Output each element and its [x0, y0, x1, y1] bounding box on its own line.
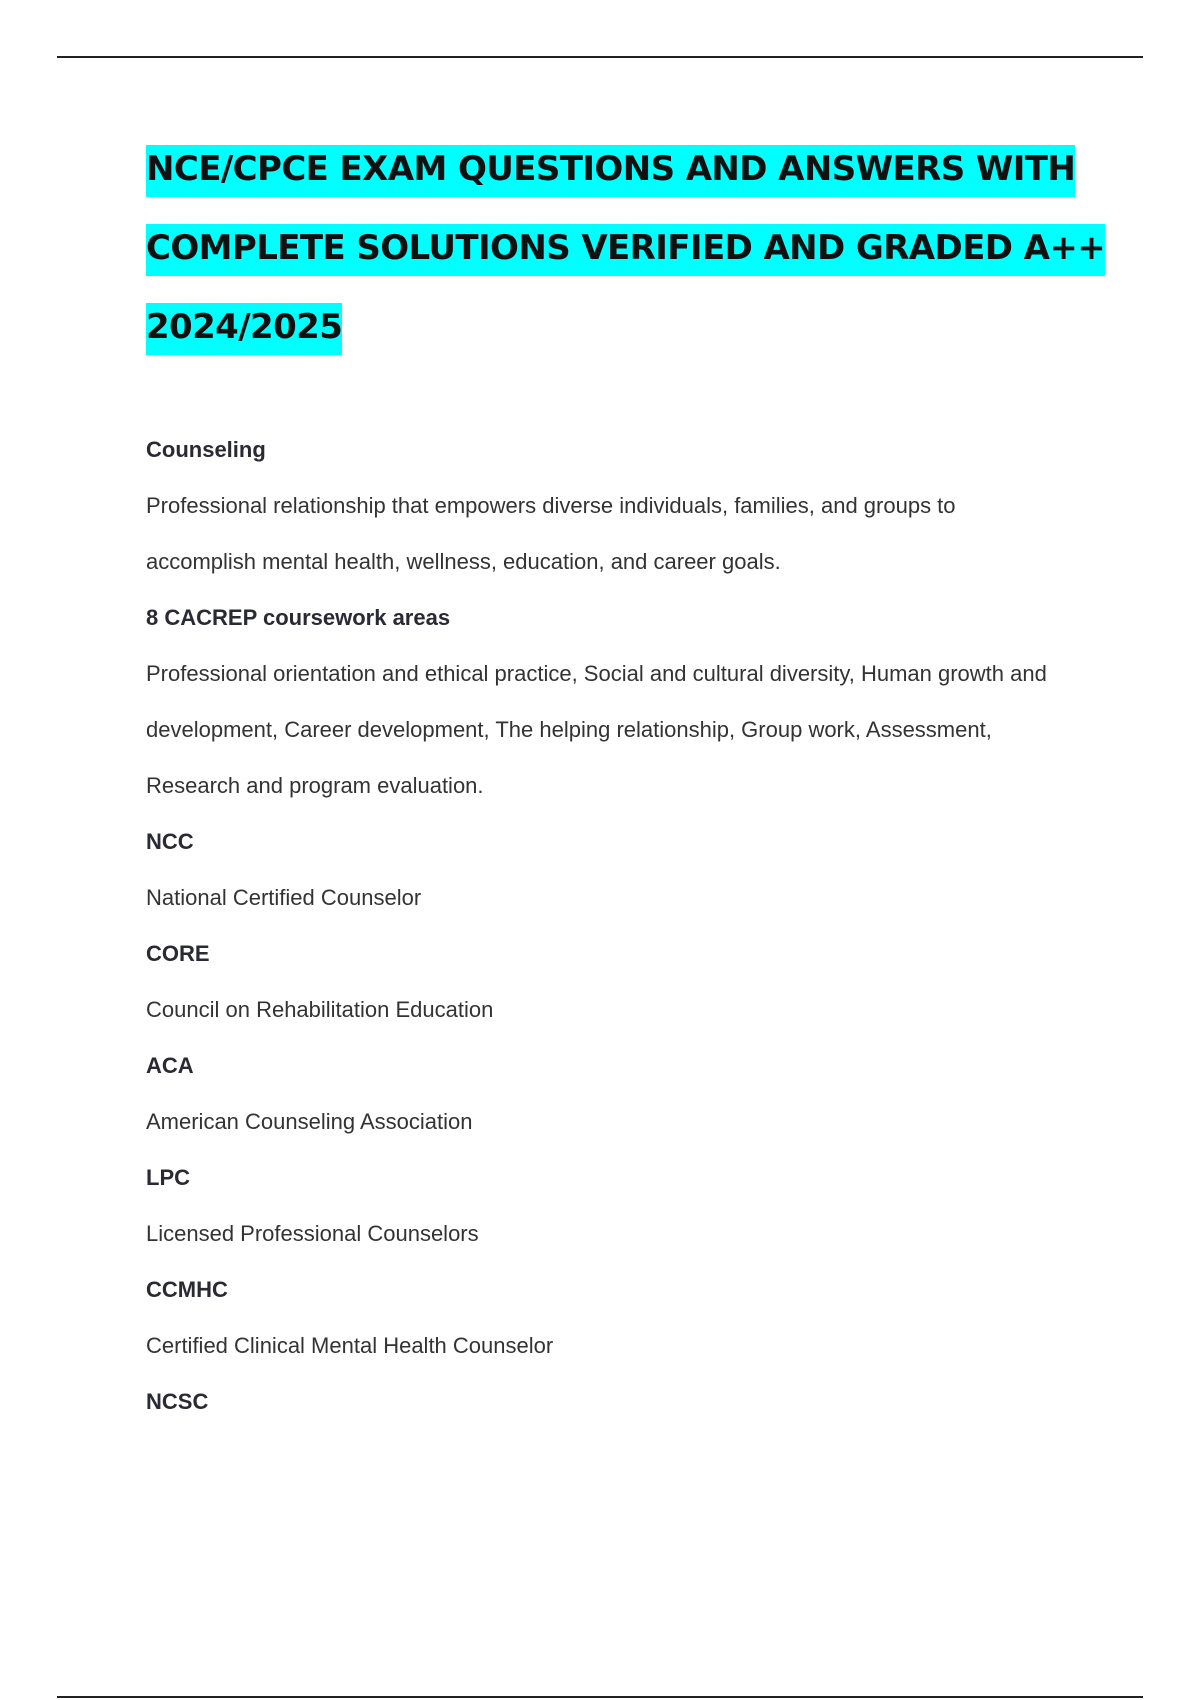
- definition-cacrep-areas: Professional orientation and ethical practice, Social and cultural diversity, Human growth and development, Career development, The helping relationship, Group work, Assessment, Research and program evaluation.: [146, 661, 1047, 798]
- header-rule: [57, 56, 1143, 58]
- term-cacrep-areas: 8 CACREP coursework areas: [146, 605, 451, 630]
- term-ncc: NCC: [146, 829, 194, 854]
- definition-ncc: National Certified Counselor: [146, 885, 422, 910]
- term-core: CORE: [146, 941, 210, 966]
- document-title: [146, 115, 1106, 381]
- term-ncsc: NCSC: [146, 1389, 209, 1414]
- definition-core: Council on Rehabilitation Education: [146, 997, 494, 1022]
- definition-lpc: Licensed Professional Counselors: [146, 1221, 479, 1246]
- definition-counseling: Professional relationship that empowers diverse individuals, families, and groups to accomplish mental health, wellness, education, and career goals.: [146, 493, 956, 574]
- footer-rule: [57, 1696, 1143, 1698]
- title-line: COMPLETE SOLUTIONS VERIFIED AND GRADED A++: [146, 194, 1106, 302]
- term-lpc: LPC: [146, 1165, 190, 1190]
- definition-ccmhc: Certified Clinical Mental Health Counselor: [146, 1333, 554, 1358]
- term-ccmhc: CCMHC: [146, 1277, 228, 1302]
- term-counseling: Counseling: [146, 437, 266, 462]
- title-line: NCE/CPCE EXAM QUESTIONS AND ANSWERS WITH: [146, 115, 1106, 223]
- document-body: [146, 140, 1106, 1430]
- definition-aca: American Counseling Association: [146, 1109, 473, 1134]
- title-line: 2024/2025: [146, 273, 1106, 381]
- term-aca: ACA: [146, 1053, 194, 1078]
